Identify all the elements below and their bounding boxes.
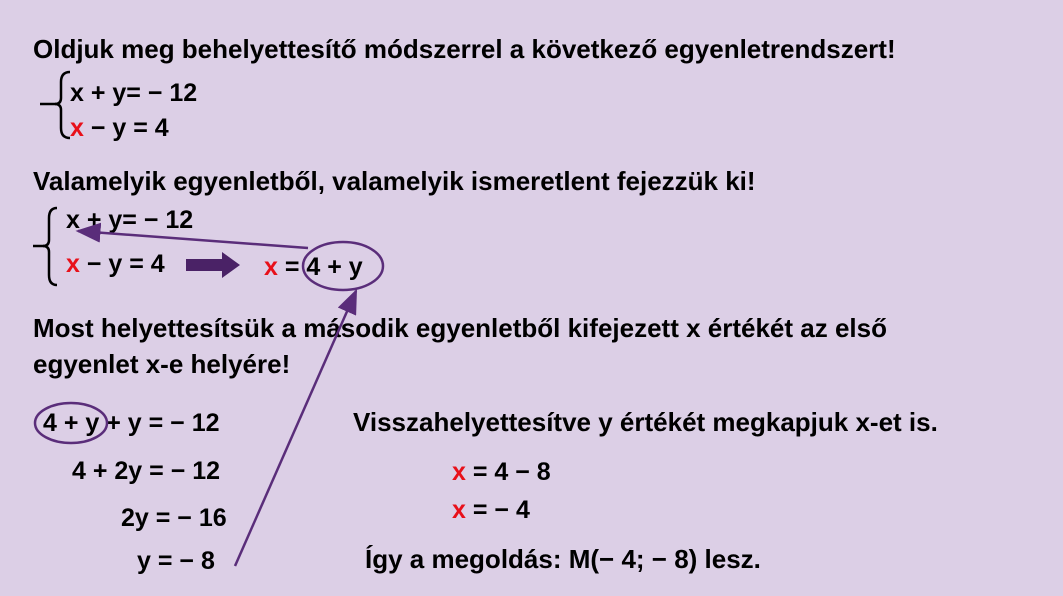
- solve-line-3: 2y = − 16: [121, 504, 227, 532]
- system2-brace: [33, 208, 57, 285]
- equation-text: = 4 − 8: [465, 458, 551, 486]
- highlight-ellipse-expression: [303, 242, 383, 290]
- step2-instruction-line1: Most helyettesítsük a második egyenletből kifejezett x értékét az első: [33, 313, 887, 343]
- solve-line-2: 4 + 2y = − 12: [72, 457, 221, 485]
- step1-instruction: Valamelyik egyenletből, valamelyik ismeretlent fejezzük ki!: [33, 166, 756, 196]
- arrow-back-substitute: [235, 291, 356, 566]
- solve-line-4: y = − 8: [137, 547, 215, 575]
- page-title: Oldjuk meg behelyettesítő módszerrel a következő egyenletrendszert!: [33, 34, 896, 64]
- equation-text: − y = 4: [83, 114, 169, 142]
- arrow-to-x-line: [78, 231, 308, 248]
- highlight-ellipse-substitution: [35, 403, 107, 443]
- variable-x: x: [264, 253, 278, 281]
- system1-brace: [40, 72, 70, 138]
- back-substitution-text: Visszahelyettesítve y értékét megkapjuk x-et is.: [353, 407, 938, 437]
- variable-x: x: [452, 496, 466, 524]
- solution-text: Így a megoldás: M(− 4; − 8) lesz.: [365, 544, 761, 574]
- step2-instruction-line2: egyenlet x-e helyére!: [33, 349, 291, 379]
- equation-text: = 4 + y: [277, 253, 363, 281]
- equation-text: = − 4: [465, 496, 530, 524]
- solve-line-1: 4 + y + y = − 12: [43, 409, 220, 437]
- variable-x: x: [70, 114, 84, 142]
- variable-x: x: [66, 250, 80, 278]
- equation-text: − y = 4: [79, 250, 165, 278]
- system1-equation1: x + y= − 12: [70, 79, 198, 107]
- system2-equation1: x + y= − 12: [66, 206, 194, 234]
- thick-right-arrow-icon: [186, 252, 240, 278]
- variable-x: x: [452, 458, 466, 486]
